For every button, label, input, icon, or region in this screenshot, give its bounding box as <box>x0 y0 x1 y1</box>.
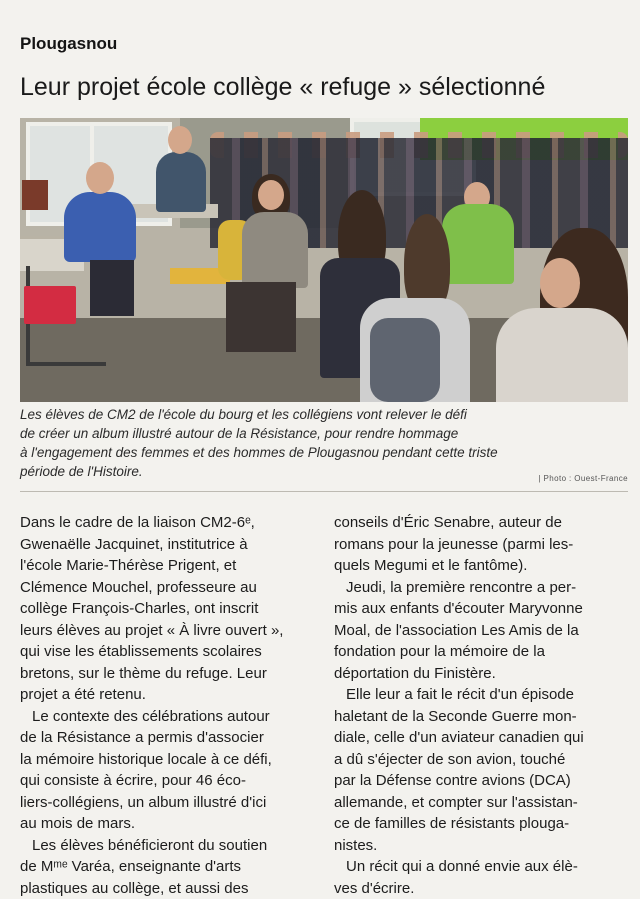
photo-speaker-body <box>64 192 136 262</box>
article-line: haletant de la Seconde Guerre mon- <box>334 706 630 728</box>
article-line: l'école Marie-Thérèse Prigent, et <box>20 555 316 577</box>
article-line: Dans le cadre de la liaison CM2-6ᵉ, <box>20 512 316 534</box>
article-line: conseils d'Éric Senabre, auteur de <box>334 512 630 534</box>
caption-line: période de l'Histoire. <box>20 462 630 481</box>
article-line: projet a été retenu. <box>20 684 316 706</box>
article-column-right <box>334 512 630 899</box>
article-line: Un récit qui a donné envie aux élè- <box>334 856 630 878</box>
article-line: quels Megumi et le fantôme). <box>334 555 630 577</box>
article-line: de Mᵐᵉ Varéa, enseignante d'arts <box>20 856 316 878</box>
photo-poster <box>22 180 48 210</box>
article-line: au mois de mars. <box>20 813 316 835</box>
article-line: par la Défense contre avions (DCA) <box>334 770 630 792</box>
photo-caption <box>20 405 630 481</box>
photo-backpack <box>370 318 440 402</box>
photo-boy-green-sweater <box>442 204 514 284</box>
article-line: Elle leur a fait le récit d'un épisode <box>334 684 630 706</box>
photo-student-body <box>242 212 308 288</box>
article-line: mis aux enfants d'écouter Maryvonne <box>334 598 630 620</box>
caption-divider <box>20 491 628 492</box>
article-line: a dû s'éjecter de son avion, touché <box>334 749 630 771</box>
caption-line: Les élèves de CM2 de l'école du bourg et les collégiens vont relever le défi <box>20 405 630 424</box>
article-line: qui vise les établissements scolaires <box>20 641 316 663</box>
article-line: liers-collégiens, un album illustré d'ici <box>20 792 316 814</box>
photo-teacher-standing-head <box>168 126 192 154</box>
photo-teacher-standing-body <box>156 152 206 212</box>
article-line: qui consiste à écrire, pour 46 éco- <box>20 770 316 792</box>
article-line: nistes. <box>334 835 630 857</box>
article-line: ce de familles de résistants plouga- <box>334 813 630 835</box>
article-line: de la Résistance a permis d'associer <box>20 727 316 749</box>
town-heading: Plougasnou <box>20 34 117 54</box>
article-line: Le contexte des célébrations autour <box>20 706 316 728</box>
article-line: déportation du Finistère. <box>334 663 630 685</box>
article-line: Les élèves bénéficieront du soutien <box>20 835 316 857</box>
article-line: collège François-Charles, ont inscrit <box>20 598 316 620</box>
photo-girl-right-face <box>540 258 580 308</box>
article-line: Gwenaëlle Jacquinet, institutrice à <box>20 534 316 556</box>
article-line: romans pour la jeunesse (parmi les- <box>334 534 630 556</box>
caption-line: de créer un album illustré autour de la Résistance, pour rendre hommage <box>20 424 630 443</box>
article-line: bretons, sur le thème du refuge. Leur <box>20 663 316 685</box>
article-line: diale, celle d'un aviateur canadien qui <box>334 727 630 749</box>
photo-speaker-head <box>86 162 114 194</box>
article-line: la mémoire historique locale à ce défi, <box>20 749 316 771</box>
article-line: Jeudi, la première rencontre a per- <box>334 577 630 599</box>
article-line: ves d'écrire. <box>334 878 630 899</box>
photo-credit: | Photo : Ouest-France <box>538 474 628 483</box>
article-line: leurs élèves au projet « À livre ouvert », <box>20 620 316 642</box>
photo-desk-base <box>26 362 106 366</box>
article-line: Moal, de l'association Les Amis de la <box>334 620 630 642</box>
caption-line: à l'engagement des femmes et des hommes de Plougasnou pendant cette triste <box>20 443 630 462</box>
photo-girl-right-body <box>496 308 628 402</box>
photo-student-legs <box>226 282 296 352</box>
photo-student-head <box>258 180 284 210</box>
article-line: Clémence Mouchel, professeure au <box>20 577 316 599</box>
article-photo <box>20 118 628 402</box>
photo-speaker-legs <box>90 260 134 316</box>
article-line: plastiques au collège, et aussi des <box>20 878 316 899</box>
article-line: allemande, et compter sur l'assistan- <box>334 792 630 814</box>
article-headline: Leur projet école collège « refuge » sélectionné <box>20 73 545 102</box>
article-column-left <box>20 512 316 899</box>
article-line: fondation pour la mémoire de la <box>334 641 630 663</box>
photo-red-basket <box>24 286 76 324</box>
